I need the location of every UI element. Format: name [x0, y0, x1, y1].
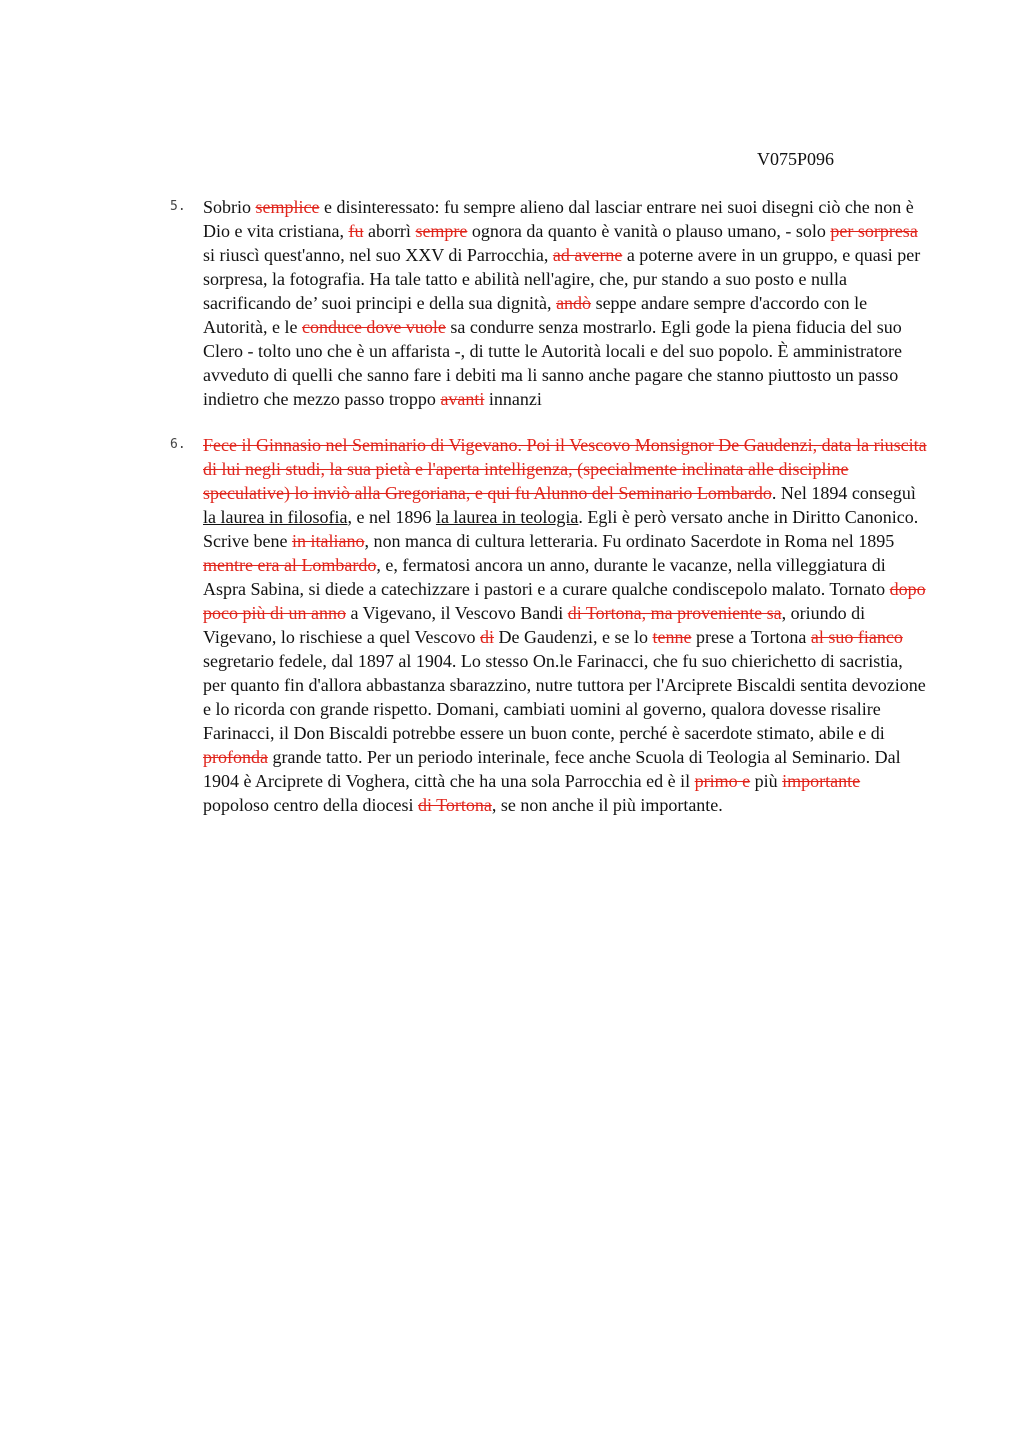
list-item-6 — [170, 433, 927, 817]
text-segment: grande tatto. Per un periodo interinale, fece anche Scuola di Teologia al Seminario. Dal 1904 è Arciprete di Voghera, città che ha una sola Parrocchia ed è il — [203, 747, 901, 791]
deleted-text: ad averne — [552, 245, 623, 265]
deleted-text: tenne — [652, 627, 692, 647]
underlined-text: la laurea in filosofia — [203, 507, 348, 527]
text-segment: aborrì — [363, 221, 416, 241]
text-segment: De Gaudenzi, e se lo — [494, 627, 653, 647]
text-segment: si riuscì quest'anno, nel suo XXV di Parrocchia, — [203, 245, 553, 265]
text-segment: Sobrio — [203, 197, 256, 217]
text-segment: a Vigevano, il Vescovo Bandi — [345, 603, 568, 623]
deleted-text: in italiano — [291, 531, 365, 551]
deleted-text: conduce dove vuole — [301, 317, 446, 337]
text-segment: e disinteressato: fu sempre alieno dal lasciar entrare nei suoi disegni ciò che non è Dio e vita cristiana, — [203, 197, 914, 241]
list-item-5 — [170, 195, 927, 411]
deleted-text: semplice — [255, 197, 320, 217]
list-item-number: 6. — [170, 437, 186, 452]
deleted-text: di Tortona, ma proveniente sa — [567, 603, 782, 623]
text-segment: popoloso centro della diocesi — [203, 795, 418, 815]
text-segment: segretario fedele, dal 1897 al 1904. Lo stesso On.le Farinacci, che fu suo chierichetto di sacristia, per quanto fin d'allora abbastanza sbarazzino, nutre tuttora per l'Arciprete Biscaldi sentita devozione e lo ricorda con grande rispetto. Domani, cambiati uomini al governo, qualora dovesse risalire Farinacci, il Don Biscaldi potrebbe essere un buon conte, perché è sacerdote stimato, abile e di — [203, 651, 926, 743]
text-segment: più — [750, 771, 783, 791]
page-identifier: V075P096 — [757, 149, 835, 169]
text-segment: ognora da quanto è vanità o plauso umano, - solo — [467, 221, 831, 241]
underlined-text: la laurea in teologia — [435, 507, 579, 527]
text-segment: , se non anche il più importante. — [491, 795, 723, 815]
text-segment: . Nel 1894 conseguì — [771, 483, 916, 503]
deleted-text: di Tortona — [417, 795, 492, 815]
text-segment: , oriundo di Vigevano, lo rischiese a quel Vescovo — [203, 603, 866, 647]
text-segment: prese a Tortona — [691, 627, 811, 647]
deleted-text: avanti — [440, 389, 485, 409]
deleted-text: per sorpresa — [830, 221, 918, 241]
text-segment: seppe andare sempre d'accordo con le Autorità, e le — [203, 293, 868, 337]
list-item-text — [203, 195, 927, 411]
deleted-text: importante — [782, 771, 861, 791]
deleted-text: al suo fianco — [810, 627, 903, 647]
text-segment: , non manca di cultura letteraria. Fu ordinato Sacerdote in Roma nel 1895 — [364, 531, 895, 551]
deleted-text: profonda — [203, 747, 268, 767]
text-segment: sa condurre senza mostrarlo. Egli gode la piena fiducia del suo Clero - tolto uno che è un affarista -, di tutte le Autorità locali e del suo popolo. È amministratore avveduto di quelli che sanno fare i debiti ma li sanno anche pagare che stanno piuttosto un passo indietro che mezzo passo troppo — [203, 317, 902, 409]
text-segment: innanzi — [484, 389, 542, 409]
list-item-number: 5. — [170, 199, 186, 214]
deleted-text: mentre era al Lombardo — [203, 555, 377, 575]
deleted-text: Fece il Ginnasio nel Seminario di Vigevano. Poi il Vescovo Monsignor De Gaudenzi, data la riuscita di lui negli studi, la sua pietà e l'aperta intelligenza, (specialmente inclinata alle discipline speculative) lo inviò alla Gregoriana, e qui fu Alunno del Seminario Lombardo — [203, 435, 927, 503]
deleted-text: dopo poco più di un anno — [203, 579, 926, 623]
text-segment: , e nel 1896 — [347, 507, 436, 527]
text-segment: a poterne avere in un gruppo, e quasi per sorpresa, la fotografia. Ha tale tatto e abilità nell'agire, che, pur stando a suo posto e nulla sacrificando de’ suoi principi e della sua dignità, — [203, 245, 921, 313]
deleted-text: andò — [556, 293, 592, 313]
text-segment: . Egli è però versato anche in Diritto Canonico. Scrive bene — [203, 507, 919, 551]
list-item-text — [203, 433, 927, 817]
deleted-text: sempre — [415, 221, 468, 241]
deleted-text: primo e — [694, 771, 751, 791]
deleted-text: di — [480, 627, 495, 647]
deleted-text: fu — [348, 221, 364, 241]
text-segment: , e, fermatosi ancora un anno, durante le vacanze, nella villeggiatura di Aspra Sabina, si diede a catechizzare i pastori e a curare qualche condiscepolo malato. Tornato — [203, 555, 890, 599]
